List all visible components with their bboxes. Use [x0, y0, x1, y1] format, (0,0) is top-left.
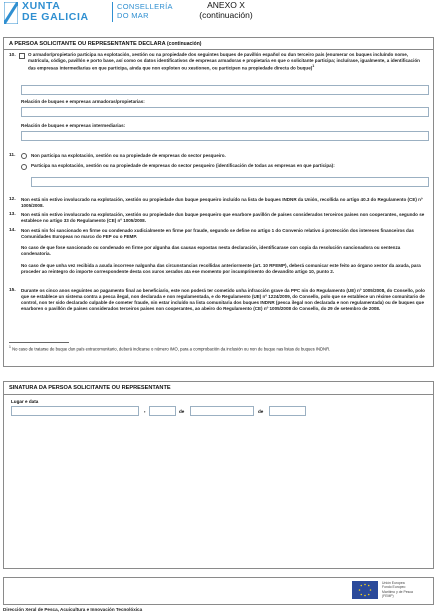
item-14-reimbursement-note: No caso de que unha vez recibida a axuda incorrese nalgunha das circunstancias recollidas anteriormente (art. 10 RFEMP), deberá comunicar este feito ao órgano xestor da axuda, para proceder ao reintegro do importe correspondente desta cos xuros xerados ata ese momento por incumprimento do devandito artigo 10, punto 2.	[21, 263, 421, 274]
intermediaries-field[interactable]	[21, 131, 429, 141]
item-number-14: 14.	[9, 228, 16, 233]
option-participating: Participa na explotación, xestión ou na propiedade de empresas do sector pesqueiro (identificación de todas as empresas en que participa):	[31, 163, 335, 168]
radio-not-participating[interactable]	[21, 153, 27, 159]
item-14-sanction-note: No caso de que fose sancionado ou condenado en firme por algunha das causas expostas nesta declaración, identificarase con copia da resolución sancionadora ou sentenza condenatoria.	[21, 245, 401, 256]
item-number-12: 12.	[9, 197, 16, 202]
comma-separator: ,	[144, 408, 146, 414]
logo-line-2: DE GALICIA	[22, 11, 89, 23]
eu-funding-text	[382, 581, 413, 598]
item-10-text: O armador/propietario participa na explotación, xestión ou na propiedade dos seguintes buques de pavillón español ou dun terceiro país (enumerar os buques incluíndo nome, matrícula, código, pavillón e porto base, así como os datos identificativos de empresas armadoras e propietaria en que o solicitante participa; incluírase, igualmente, a identificación das empresas intermediarias en que participa, ainda que non exploten ou xestionen, ou participen na propiedade directa do buque)$^1$	[28, 52, 420, 71]
xunta-emblem-icon	[4, 2, 18, 24]
department-name: Dirección Xeral de Pesca, Acuicultura e Innovación Tecnolóxica	[3, 607, 143, 612]
checkbox-item-10[interactable]	[19, 53, 25, 59]
signature-section	[3, 381, 434, 569]
footnote-ref: 1	[312, 63, 315, 68]
item-14-text: Non está nin foi sancionado en firme ou condenado xudicialmente en firme por fraude, segundo se define no artigo 1 do Convenio relativo á protección dos intereses financeiros das Comunidades Europeas no marco do FEP ou o FEMP.	[21, 228, 414, 239]
item-number-11: 11.	[9, 153, 16, 158]
ships-owners-field[interactable]	[21, 107, 429, 117]
footnote: $^1$ No caso de tratarse de buque dun país extracomunitario, deberá indicarse o número IMO, para a comprobación da inclusión ou non de buque nas listas de buques INDNR.	[9, 345, 331, 352]
eu-line-1: Unión Europea	[382, 581, 405, 585]
page-header	[0, 0, 436, 30]
item-number-10: 10.	[9, 53, 16, 58]
ships-owners-label: Relación de buques e empresas armadoras/propietarias:	[21, 99, 145, 104]
consellaria-logo-text	[117, 2, 173, 20]
consellaria-line-2: DO MAR	[117, 11, 149, 20]
annex-title: ANEXO X	[207, 0, 245, 10]
consellaria-line-1: CONSELLERÍA	[117, 2, 173, 11]
participating-companies-field[interactable]	[31, 177, 429, 187]
item-15-text: Durante os cinco anos seguintes ao pagamento final ao beneficiario, este non poderá ter cometido unha infracción grave da PPC nin do Regulamento (UE) nº 1005/2008, do Consello, polo que se establece un sistema contra a pesca ilegal, non declarada e non regulamentada, e do Regulamento (UE) nº 1224/2009, do Consello, polo que se establece un réxime comunitario de control, non ter sido declarado culpable de cometer fraude, nin estar incluído na lista comunitaria dos buques INDNR (pesca ilegal non declarada e non regulamentada) ou de buques que enarboren o pavillón de países considerados terceiros países non cooperantes, ao abeiro do Regulamento (CE) nº 1005/2008 do Consello, do 29 de setembro de 2008.	[21, 288, 425, 311]
footer-box	[3, 577, 434, 605]
xunta-logo-text	[22, 1, 89, 23]
month-field[interactable]	[190, 406, 254, 416]
place-date-label: Lugar e data	[11, 399, 39, 404]
section-title-rule	[4, 49, 433, 50]
item-number-13: 13.	[9, 212, 16, 217]
logo-line-1: XUNTA	[22, 0, 61, 12]
intermediaries-label: Relación de buques e empresas intermediarias:	[21, 123, 126, 128]
section-title: A PERSOA SOLICITANTE OU REPRESENTANTE DECLARA (continuación)	[9, 41, 202, 47]
signature-title-rule	[4, 394, 433, 395]
signature-title: SINATURA DA PERSOA SOLICITANTE OU REPRESENTANTE	[9, 385, 171, 391]
radio-participating[interactable]	[21, 164, 27, 170]
annex-label	[196, 0, 256, 20]
year-field[interactable]	[269, 406, 306, 416]
de-label-1: de	[179, 409, 185, 414]
item-number-15: 15.	[9, 288, 16, 293]
footnote-mark: 1	[9, 345, 11, 349]
item-13-text: Non está nin estivo involucrado na explotación, xestión ou propiedade dun buque pesqueiro que enarbore pavillón de países considerados terceiros países non cooperantes, segundo se establece no artigo 33 do Regulamento (CE) nº 1005/2008.	[21, 212, 425, 223]
eu-line-3: Marítimo y de Pesca	[382, 589, 413, 594]
item-12-text: Non está nin estivo involucrado na explotación, xestión ou propiedade dun buque pesqueiro incluído na lista de buques INDNR da Unión, recollida no artigo 40.3 do Regulamento (CE) nº 1005/2008.	[21, 197, 423, 208]
ships-field[interactable]	[21, 85, 429, 95]
eu-flag-icon	[352, 581, 378, 599]
eu-line-4: (FEMP)	[382, 593, 394, 598]
place-field[interactable]	[11, 406, 139, 416]
de-label-2: de	[258, 409, 264, 414]
declaration-section	[3, 37, 434, 367]
eu-line-2: Fondo Europeo	[382, 585, 406, 590]
option-not-participating: Non participa na explotación, xestión ou na propiedade de empresas do sector pesqueiro.	[31, 153, 226, 158]
annex-subtitle: (continuación)	[199, 10, 253, 20]
footnote-rule	[9, 342, 69, 343]
logo-divider	[112, 2, 113, 22]
day-field[interactable]	[149, 406, 176, 416]
